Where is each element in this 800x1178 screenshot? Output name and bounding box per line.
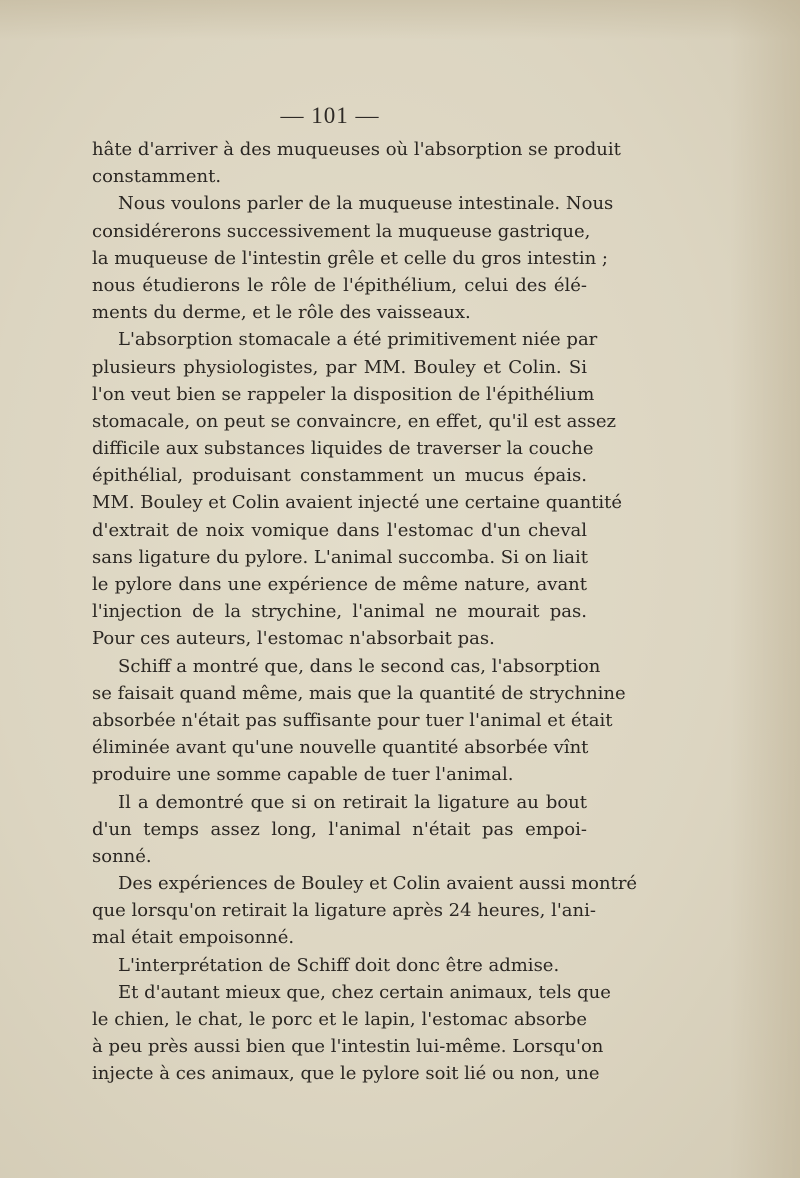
page-shading-top xyxy=(0,0,800,40)
text-line: produire une somme capable de tuer l'animal. xyxy=(92,764,514,786)
text-line: difficile aux substances liquides de traverser la couche xyxy=(92,438,594,460)
text-line: d'un temps assez long, l'animal n'était pas empoi- xyxy=(92,818,587,840)
text-line: Et d'autant mieux que, chez certain animaux, tels que xyxy=(118,981,611,1003)
text-line: Des expériences de Bouley et Colin avaient aussi montré xyxy=(118,873,638,895)
text-line: Schiff a montré que, dans le second cas, l'absorption xyxy=(118,655,601,677)
text-line: sans ligature du pylore. L'animal succomba. Si on liait xyxy=(92,546,588,568)
text-line: se faisait quand même, mais que la quantité de strychnine xyxy=(92,682,626,704)
text-line: Il a demontré que si on retirait la ligature au bout xyxy=(118,791,587,813)
text-line: hâte d'arriver à des muqueuses où l'absorption se produit xyxy=(92,139,621,160)
text-line: mal était empoisonné. xyxy=(92,927,295,949)
text-line: sonné. xyxy=(92,845,152,867)
text-line: à peu près aussi bien que l'intestin lui-même. Lorsqu'on xyxy=(92,1036,604,1058)
text-line: le chien, le chat, le porc et le lapin, l'estomac absorbe xyxy=(92,1009,587,1030)
text-line: la muqueuse de l'intestin grêle et celle du gros intestin ; xyxy=(92,247,608,269)
text-line: l'injection de la strychine, l'animal ne mourait pas. xyxy=(92,601,587,623)
text-line: injecte à ces animaux, que le pylore soit lié ou non, une xyxy=(92,1063,600,1085)
text-line: MM. Bouley et Colin avaient injecté une certaine quantité xyxy=(92,492,623,514)
text-line: ments du derme, et le rôle des vaisseaux. xyxy=(92,302,471,324)
text-line: stomacale, on peut se convaincre, en effet, qu'il est assez xyxy=(92,410,617,432)
text-line: constamment. xyxy=(92,166,222,188)
page-shading-right xyxy=(730,0,800,1178)
text-line: Nous voulons parler de la muqueuse intestinale. Nous xyxy=(118,193,614,215)
text-line: considérerons successivement la muqueuse gastrique, xyxy=(92,220,591,242)
text-line: l'on veut bien se rappeler la disposition de l'épithélium xyxy=(92,383,595,405)
text-line: L'interprétation de Schiff doit donc être admise. xyxy=(118,954,560,976)
page-number: — 101 — xyxy=(280,103,380,128)
text-line: plusieurs physiologistes, par MM. Bouley et Colin. Si xyxy=(92,356,587,378)
text-line: Pour ces auteurs, l'estomac n'absorbait pas. xyxy=(92,628,495,650)
text-line: épithélial, produisant constamment un mucus épais. xyxy=(92,465,587,487)
text-line: éliminée avant qu'une nouvelle quantité absorbée vînt xyxy=(92,737,589,759)
text-line: d'extrait de noix vomique dans l'estomac d'un cheval xyxy=(92,519,587,541)
text-line: absorbée n'était pas suffisante pour tuer l'animal et était xyxy=(92,709,613,731)
body-text xyxy=(92,136,638,1088)
text-line: que lorsqu'on retirait la ligature après 24 heures, l'ani- xyxy=(92,900,596,922)
text-line: le pylore dans une expérience de même nature, avant xyxy=(92,574,587,595)
text-line: L'absorption stomacale a été primitivement niée par xyxy=(118,329,598,351)
text-line: nous étudierons le rôle de l'épithélium, celui des élé- xyxy=(92,274,587,296)
